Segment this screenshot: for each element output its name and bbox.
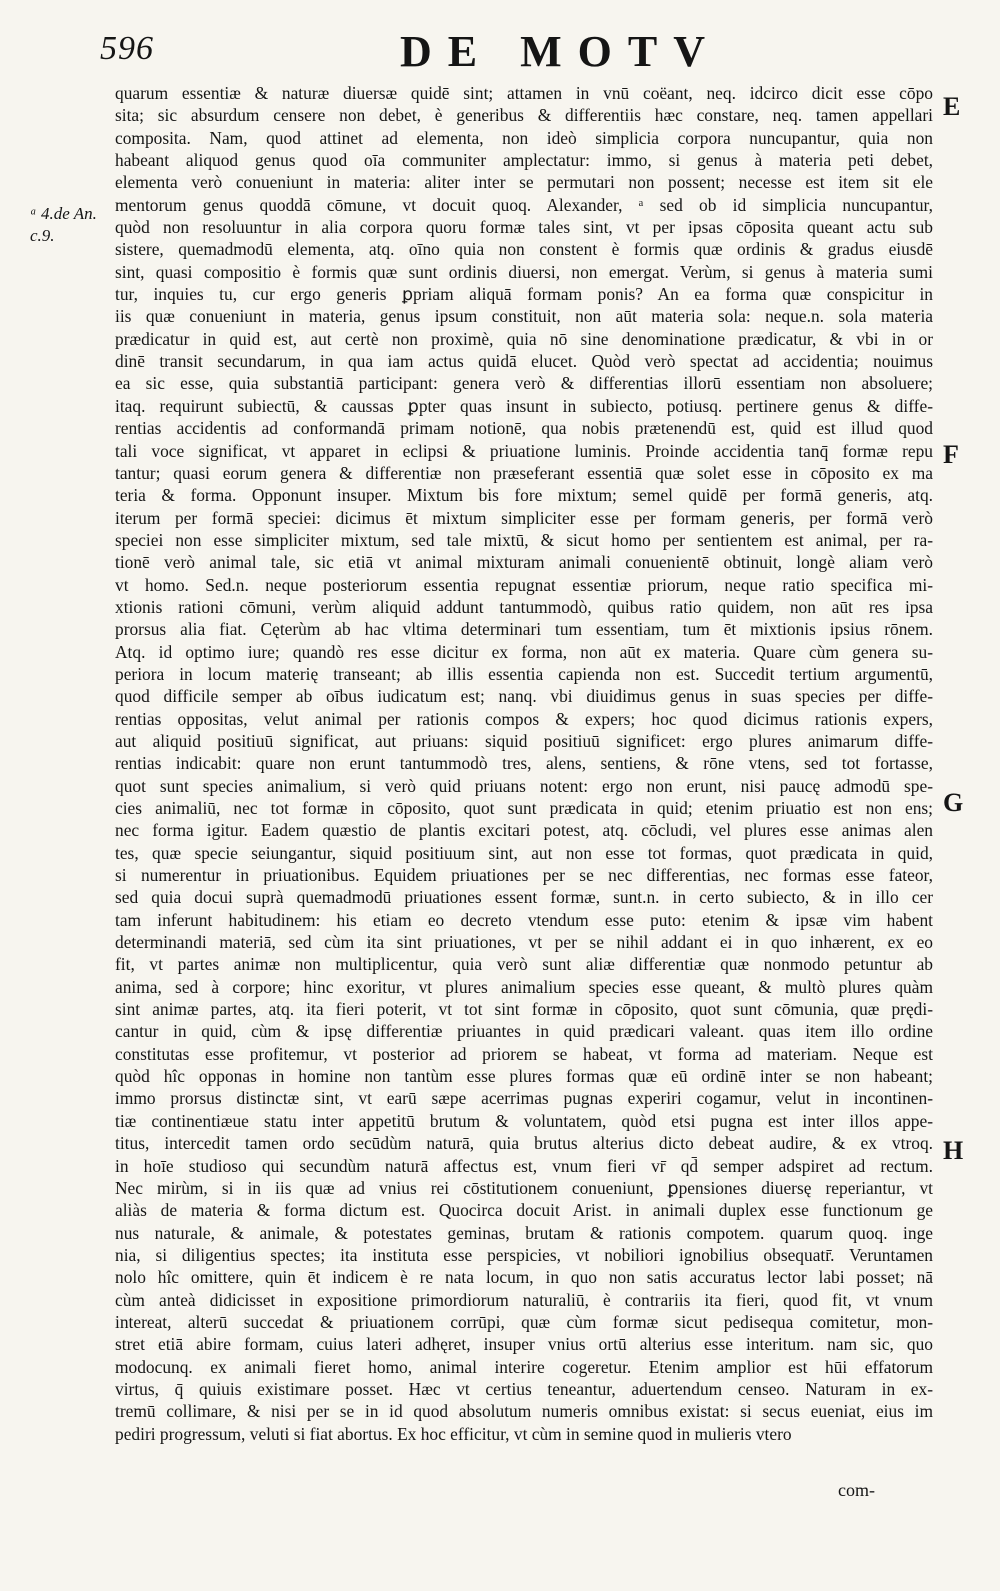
text-line: nia, si diligentius spectes; ita instituta esse perspicies, vt nobiliori ignobilius obsequatr̄. Veruntamen: [115, 1244, 933, 1265]
text-line: sita; sic absurdum censere non debet, è generibus & differentiis hæc constare, neq. tamen appellari: [115, 105, 933, 126]
text-line: periora in locum materię transeant; ab illis essentia capienda non est. Succedit tertium argumentū,: [115, 663, 933, 684]
text-line: iterum per formā speciei: dicimus ēt mixtum simpliciter esse per formam generis, per formā verò: [115, 507, 933, 528]
text-line: speciei non esse simpliciter mixtum, sed tale mixtū, & sicut homo per sentientem est animal, per ra-: [115, 529, 933, 550]
running-title: DE MOTV: [400, 27, 721, 76]
text-line: quot sunt species animalium, si verò quid priuans notent: ergo non erunt, nisi paucę admodū spe-: [115, 775, 933, 796]
text-line: quòd non resoluuntur in alia corpora quoru formæ tales sint, vt per ipsas cōposita queant actu sub: [115, 217, 933, 238]
catchword: com-: [838, 1480, 875, 1500]
text-line: iis quæ conueniunt in materia, genus ipsum constituit, non aūt materia sola: neque.n. sola materia: [115, 306, 933, 327]
text-line: tes, quæ specie seiungantur, siquid positiuum sint, aut non esse tot formas, quot prædicata in quid,: [115, 842, 933, 863]
text-line: cantur in quid, cùm & ipsę differentiæ priuantes in quid prædicari valeant. quas item illo ordine: [115, 1021, 933, 1042]
text-line: tur, inquies tu, cur ergo generis ꝑpriam aliquā formam ponis? An ea forma quæ conspicitur in: [115, 284, 933, 305]
text-line: ea sic esse, quia substantiā participant: genera verò & differentias illorū essentiam non absoluere;: [115, 373, 933, 394]
text-line: sint, quasi compositio è formis quæ sunt ordinis diuersi, non emergat. Verùm, si genus à materia sumi: [115, 261, 933, 282]
page-header: [100, 22, 900, 82]
text-line: intereat, alterū succedat & priuationem corrūpi, quæ cùm formæ sicut pedisequa comitetur, mon-: [115, 1311, 933, 1332]
text-line: titus, intercedit tamen ordo secūdùm naturā, quia brutus alterius dicto debeat audire, & ex vtroq.: [115, 1133, 933, 1154]
text-line: determinandi materiā, sed cùm ita sint priuationes, vt per se nihil addant ei in quo inhærent, ex eo: [115, 932, 933, 953]
text-line: aliàs de materia & forma dictum est. Quocirca docuit Arist. in animali duplex esse functionum ge: [115, 1200, 933, 1221]
text-line: sed quia docui suprà quemadmodū priuationes essent formæ, sunt.n. in certo subiecto, & in illo cer: [115, 887, 933, 908]
text-line: nolo hîc omittere, quin ēt indicem è re nata locum, in quo non satis accuratus lector labi posset; nā: [115, 1267, 933, 1288]
text-line: cùm anteà didicisset in expositione primordiorum naturaliū, è contrariis ita fieri, quod fit, vt vnum: [115, 1289, 933, 1310]
text-line: pediri progressum, veluti si fiat abortus. Ex hoc efficitur, vt cùm in semine quod in mulieris vtero: [115, 1423, 792, 1444]
body-text: [115, 82, 933, 1445]
text-line: teria & forma. Opponunt insuper. Mixtum bis fore mixtum; semel quidē per formā generis, atq.: [115, 485, 933, 506]
text-line: quarum essentiæ & naturæ diuersæ quidē sint; attamen in vnū coëant, neq. idcirco dicit esse cōpo: [115, 83, 933, 103]
text-line: sint animæ partes, atq. ita fieri poterit, vt tot sint formæ in cōposito, quot sunt cōmunia, quæ prędi-: [115, 999, 933, 1020]
text-line: rentias indicabit: quare non erunt tantummodò tres, alens, sentiens, & rōne vtens, sed tot fortasse,: [115, 753, 933, 774]
text-line: mentorum genus quoddā cōmune, vt docuit quoq. Alexander, ᵃ sed ob id simplicia nuncupantur,: [115, 194, 933, 215]
text-line: quod difficile semper ab oībus iudicatum est; nanq. vbi diuidimus genus in suas species per diffe-: [115, 686, 933, 707]
text-line: constitutas esse profitemur, vt posterior ad priorem se habeat, vt forma ad materiam. Neque est: [115, 1043, 933, 1064]
text-line: fit, vt partes animæ non multiplicentur, quia verò sunt aliæ differentiæ quæ nonmodo petuntur ab: [115, 954, 933, 975]
margin-section-letter: H: [943, 1136, 964, 1165]
text-line: cies animaliū, nec tot formæ in cōposito, quot sunt prædicata in quid; etenim priuatio est non ens;: [115, 798, 933, 818]
text-line: si numerentur in priuationibus. Equidem priuationes per se nec differentias, nec formas esse fateor,: [115, 865, 933, 886]
margin-section-letter: E: [943, 92, 961, 121]
margin-citation: [30, 203, 97, 247]
text-line: virtus, q̄ quiuis existimare posset. Hæc vt certius teneantur, aduertendum censeo. Naturam in ex-: [115, 1378, 933, 1399]
page-number: 596: [100, 30, 154, 67]
text-line: composita. Nam, quod attinet ad elementa, non ideò simplicia corpora nuncupantur, quia non: [115, 127, 933, 148]
text-line: nus naturale, & animale, & potestates geminas, brutam & rationis compotem. quarum quoq. inge: [115, 1222, 933, 1243]
margin-citation-line: ᵃ 4.de An.: [30, 204, 97, 223]
text-line: prorsus alia fiat. Cęterùm ab hac vltima determinari tum essentiam, tum ēt mixtionis ipsius rōnem.: [115, 619, 933, 640]
text-line: Nec mirùm, si in iis quæ ad vnius rei cōstitutionem conueniunt, ꝑpensiones diuersę reperiantur, vt: [115, 1177, 933, 1198]
text-line: rentias accidentis ad conformandā primam notionē, qua nobis prætenendū est, quid est illud quod: [115, 418, 933, 439]
text-line: Atq. id optimo iure; quandò res esse dicitur ex forma, non aūt ex materia. Quare cùm genera su-: [115, 641, 933, 662]
text-line: elementa verò conueniunt in materia: aliter inter se permutari non possent; necesse est item sit ele: [115, 172, 933, 193]
text-line: prædicatur in quid est, aut certè non proximè, quia nō sine denominatione prædicatur, & vbi in or: [115, 328, 933, 349]
margin-citation-line: c.9.: [30, 226, 55, 245]
text-line: tremū collimare, & nisi per se in id quod absolutum numeris omnibus existat: si secus eueniat, eius im: [115, 1401, 933, 1422]
text-line: tali voce significat, vt apparet in eclipsi & priuatione luminis. Proinde accidentia tanq̄ formæ repu: [115, 440, 933, 461]
text-line: stret etiā abire formam, cuius lateri adhęret, insuper vnius ortū alterius esse interitum. nam sic, quo: [115, 1334, 933, 1355]
margin-section-letter: G: [943, 788, 964, 817]
text-line: habeant aliquod genus quod oīa communiter amplectatur: immo, si genus à materia peti debet,: [115, 150, 933, 171]
text-line: tam inferunt habitudinem: his etiam eo decreto vtendum esse puto: etenim & ipsæ vim habent: [115, 909, 933, 930]
text-line: rentias oppositas, velut animal per rationis compos & expers; hoc quod dicimus rationis expers,: [115, 708, 933, 729]
text-line: tionē verò animal tale, sic etiā vt animal mixturam animali conuenientē obtinuit, longè aliam verò: [115, 552, 933, 573]
text-line: xtionis rationi cōmuni, verùm aliquid addunt tantummodò, quibus ratio quidem, non aūt res ipsa: [115, 596, 933, 617]
text-line: sistere, quemadmodū elementa, atq. oīno quia non constent è formis quæ ordinis & gradus eiusdē: [115, 239, 933, 260]
text-line: nec forma igitur. Eadem quæstio de plantis excitari potest, atq. cōcludi, vel plures esse animas alen: [115, 820, 933, 841]
text-line: quòd hîc opponas in homine non tantùm esse plures formas quæ eū ordinē inter se non habeant;: [115, 1066, 933, 1087]
text-line: in hoīe studioso qui secundùm naturā affectus est, vnum fieri vr̄ qd̄ semper adspiret ad rectum.: [115, 1155, 933, 1176]
margin-section-letter: F: [943, 440, 959, 469]
text-line: itaq. requirunt subiectū, & caussas ꝑpter quas insunt in subiecto, potiusq. pertinere genus & diffe-: [115, 395, 933, 416]
text-line: tantur; quasi eorum genera & differentiæ non præseferant essentiā quæ solet esse in cōposito ex ma: [115, 462, 933, 483]
text-line: modocunq. ex animali fieret homo, animal interire cogeretur. Etenim amplior est hūi effatorum: [115, 1356, 933, 1377]
text-line: tiæ continentiæue statu inter appetitū brutum & voluntatem, quòd etsi pugna est inter illos appe-: [115, 1110, 933, 1131]
text-line: vt homo. Sed.n. neque posteriorum essentia repugnat essentiæ priorum, neque ratio specifica mi-: [115, 574, 933, 595]
text-line: dinē transit secundarum, in qua iam actus quidā elucet. Quòd verò spectat ad accidentia; nouimus: [115, 351, 933, 372]
text-line: anima, sed à corpore; hinc exoritur, vt plures animalium species esse queant, & multò plures quàm: [115, 976, 933, 997]
text-line: aut aliquid positiuū significat, aut priuans: siquid positiuū significet: ergo plures animarum diffe-: [115, 730, 933, 751]
text-line: immo prorsus distinctæ sint, vt earū sæpe acerrimas pugnas experiri cogamur, velut in incontinen-: [115, 1088, 933, 1109]
